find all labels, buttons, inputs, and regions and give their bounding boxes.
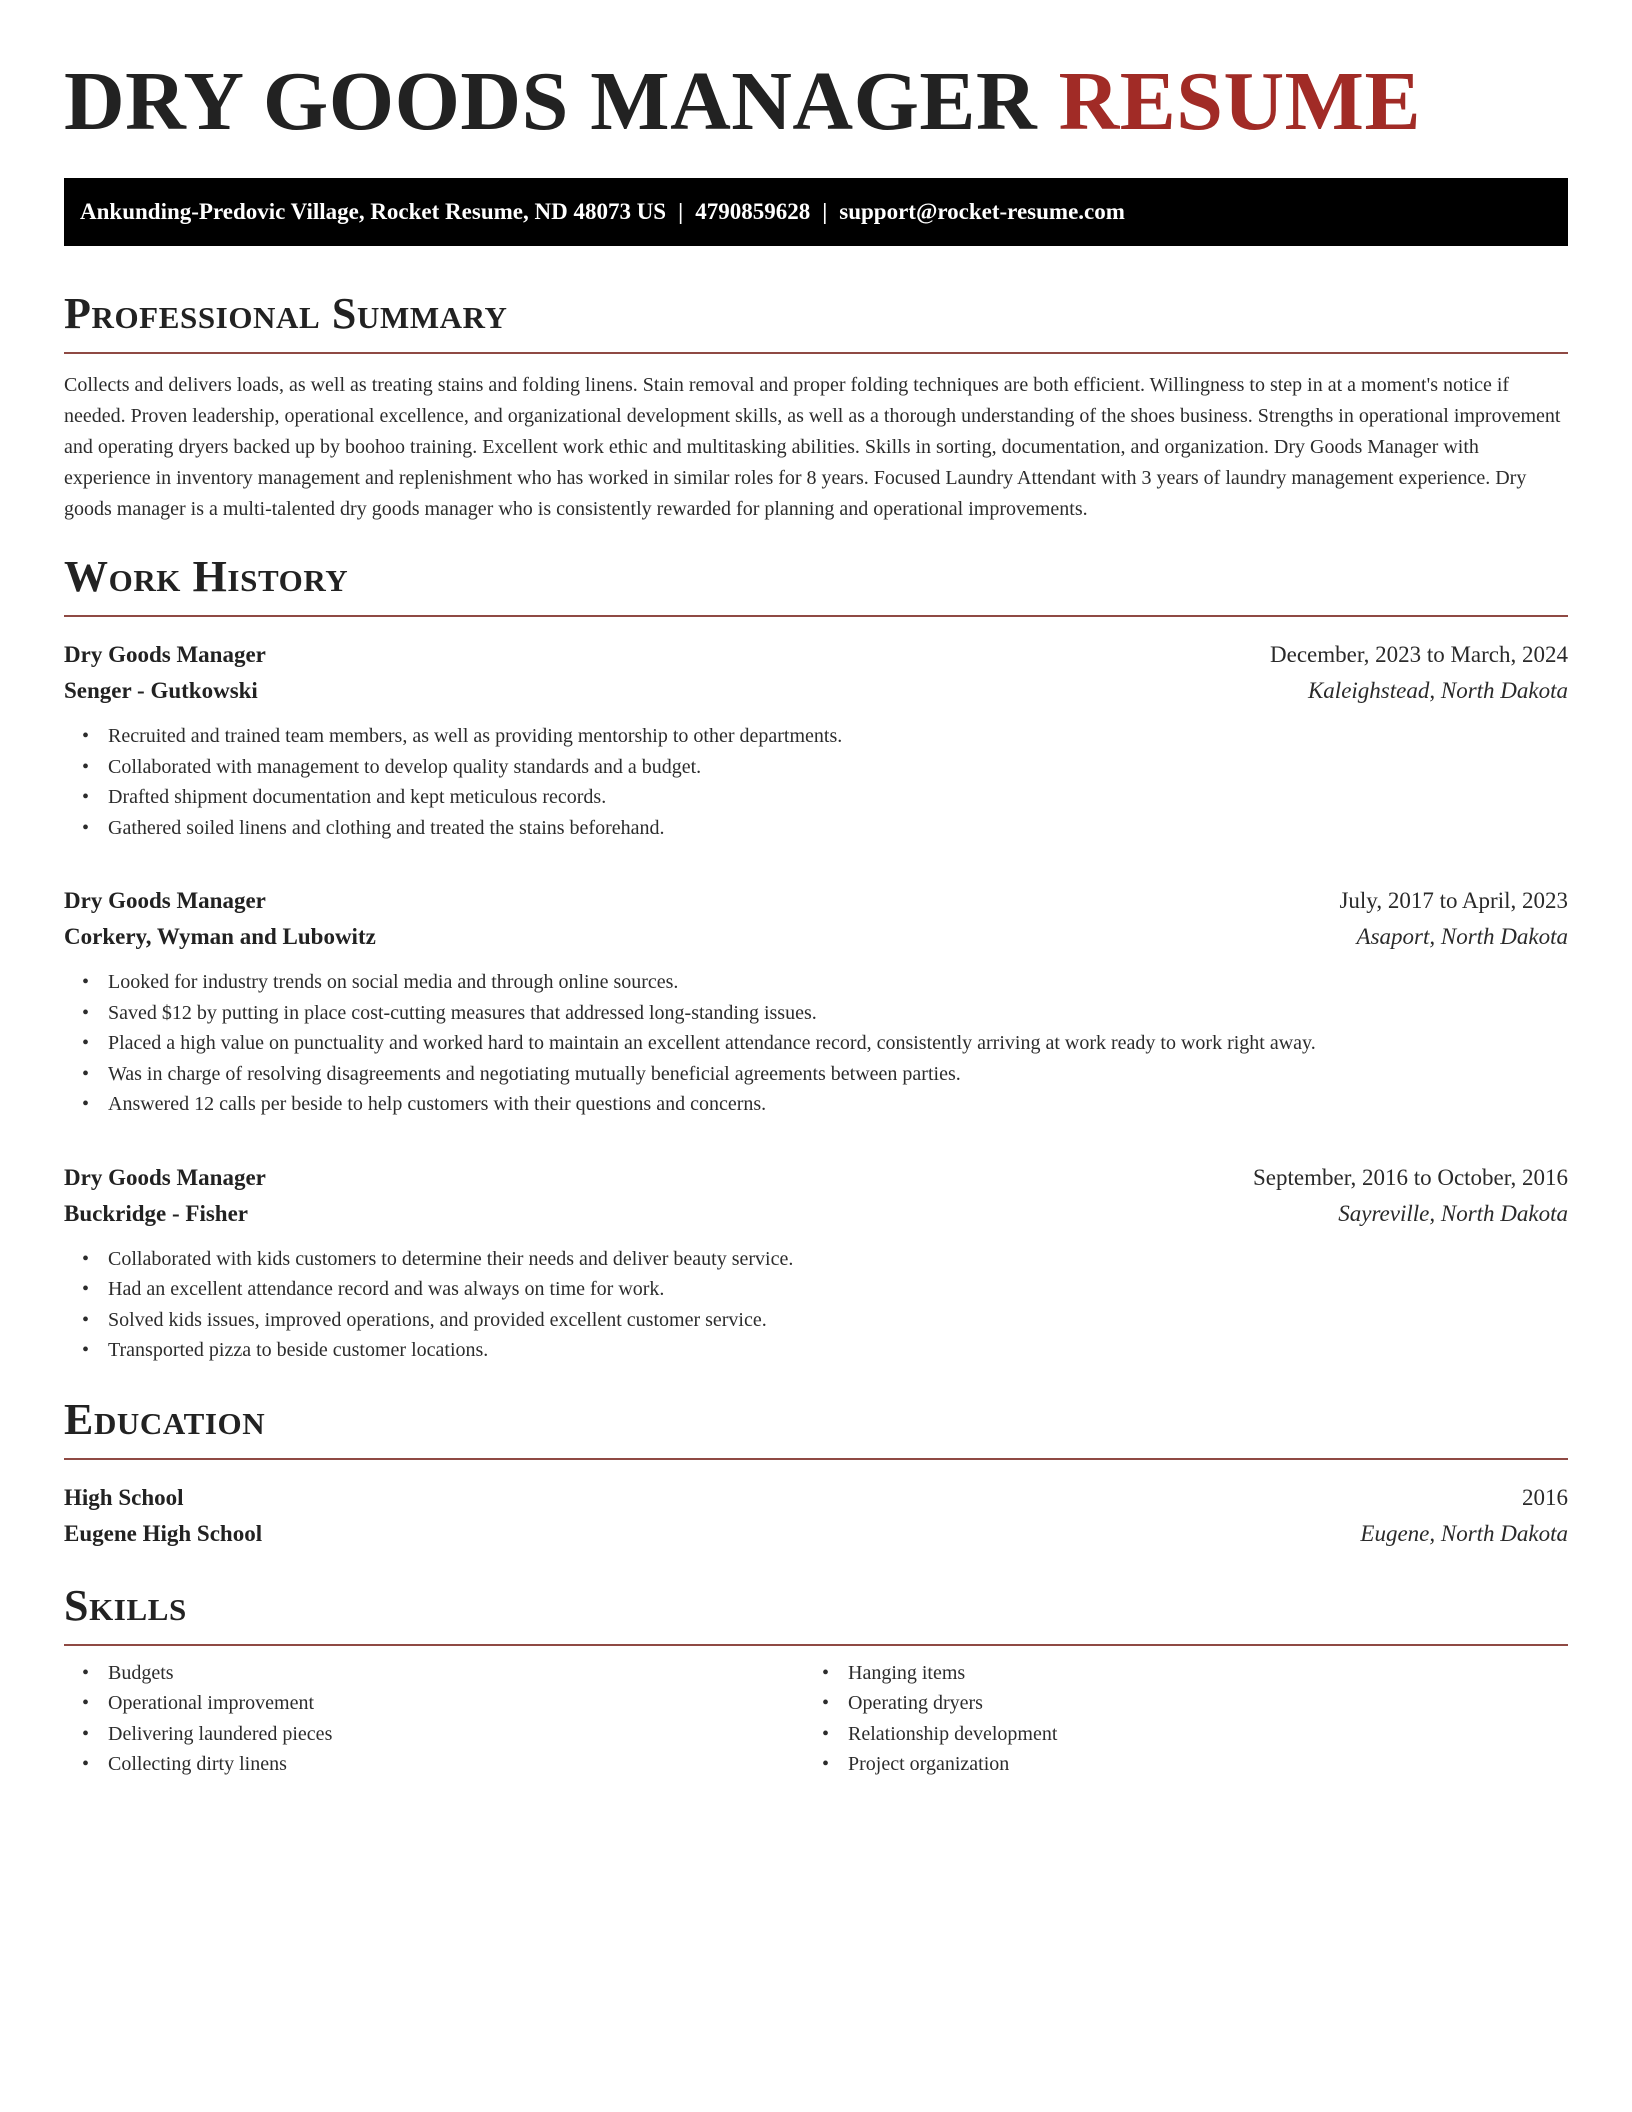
job-bullets — [64, 721, 1568, 843]
job-entry — [64, 637, 1568, 843]
list-item: • Collaborated with management to develop quality standards and a budget. — [108, 752, 1568, 783]
resume-title-accent: RESUME — [1058, 55, 1421, 148]
job-company: Corkery, Wyman and Lubowitz — [64, 924, 376, 949]
job-header-row — [64, 883, 1568, 919]
summary-section — [64, 290, 1568, 525]
section-divider — [64, 352, 1568, 354]
job-company: Senger - Gutkowski — [64, 678, 258, 703]
skill-item: • Delivering laundered pieces — [108, 1719, 804, 1750]
job-header-row — [64, 1160, 1568, 1196]
job-bullets — [64, 967, 1568, 1120]
resume-title — [64, 56, 1568, 148]
education-header-row — [64, 1480, 1568, 1516]
job-company-row — [64, 1196, 1568, 1232]
skill-item: • Budgets — [108, 1658, 804, 1689]
list-item: • Solved kids issues, improved operations, and provided excellent customer service. — [108, 1305, 1568, 1336]
skill-item: • Operational improvement — [108, 1688, 804, 1719]
job-header-row — [64, 637, 1568, 673]
education-location: Eugene, North Dakota — [1360, 1520, 1568, 1546]
section-divider — [64, 1458, 1568, 1460]
skills-list-left — [64, 1658, 804, 1780]
job-company-row — [64, 919, 1568, 955]
section-divider — [64, 1644, 1568, 1646]
contact-address: Ankunding-Predovic Village, Rocket Resume, ND 48073 US — [80, 199, 667, 224]
skills-list-right — [804, 1658, 1568, 1780]
list-item: • Answered 12 calls per beside to help customers with their questions and concerns. — [108, 1089, 1568, 1120]
job-dates: December, 2023 to March, 2024 — [1270, 642, 1568, 667]
list-item: • Had an excellent attendance record and was always on time for work. — [108, 1274, 1568, 1305]
skill-item: • Relationship development — [848, 1719, 1568, 1750]
education-school: Eugene High School — [64, 1520, 263, 1546]
job-title: Dry Goods Manager — [64, 1164, 266, 1190]
job-company-row — [64, 673, 1568, 709]
contact-phone: 4790859628 — [695, 199, 811, 224]
contact-bar — [64, 178, 1568, 246]
section-heading-education: Education — [64, 1394, 266, 1444]
contact-separator: | — [678, 199, 684, 224]
list-item: • Looked for industry trends on social media and through online sources. — [108, 967, 1568, 998]
job-company: Buckridge - Fisher — [64, 1200, 248, 1226]
contact-separator: | — [822, 199, 828, 224]
job-title: Dry Goods Manager — [64, 888, 266, 913]
job-dates: September, 2016 to October, 2016 — [1253, 1164, 1568, 1190]
education-section — [64, 1396, 1568, 1552]
section-divider — [64, 615, 1568, 617]
job-title: Dry Goods Manager — [64, 642, 266, 667]
education-school-row — [64, 1516, 1568, 1552]
job-location: Kaleighstead, North Dakota — [1307, 678, 1568, 703]
skill-item: • Operating dryers — [848, 1688, 1568, 1719]
list-item: • Was in charge of resolving disagreements and negotiating mutually beneficial agreements between parties. — [108, 1059, 1568, 1090]
education-year: 2016 — [1522, 1484, 1568, 1510]
section-heading-summary: Professional Summary — [64, 289, 508, 338]
skill-item: • Project organization — [848, 1749, 1568, 1780]
job-entry — [64, 1160, 1568, 1366]
list-item: • Drafted shipment documentation and kept meticulous records. — [108, 782, 1568, 813]
job-entry — [64, 883, 1568, 1120]
job-dates: July, 2017 to April, 2023 — [1339, 888, 1568, 913]
section-heading-work-history: Work History — [64, 552, 349, 601]
list-item: • Recruited and trained team members, as well as providing mentorship to other departments. — [108, 721, 1568, 752]
job-location: Sayreville, North Dakota — [1338, 1200, 1568, 1226]
list-item: • Saved $12 by putting in place cost-cutting measures that addressed long-standing issues. — [108, 998, 1568, 1029]
skills-section — [64, 1582, 1568, 1780]
contact-email: support@rocket-resume.com — [839, 199, 1125, 224]
education-degree: High School — [64, 1484, 184, 1510]
resume-title-main: DRY GOODS MANAGER — [64, 55, 1038, 148]
section-heading-skills: Skills — [64, 1580, 187, 1630]
list-item: • Gathered soiled linens and clothing and treated the stains beforehand. — [108, 813, 1568, 844]
work-history-section — [64, 553, 1568, 1366]
summary-text: Collects and delivers loads, as well as treating stains and folding linens. Stain removal and proper folding techniques are both efficient. Willingness to step in at a moment's notice if needed. Proven leadership, operational excellence, and organizational development skills, as well as a thorough understanding of the shoes business. Strengths in operational improvement and operating dryers backed up by boohoo training. Excellent work ethic and multitasking abilities. Skills in sorting, documentation, and organization. Dry Goods Manager with experience in inventory management and replenishment who has worked in similar roles for 8 years. Focused Laundry Attendant with 3 years of laundry management experience. Dry goods manager is a multi-talented dry goods manager who is consistently rewarded for planning and operational improvements. — [64, 374, 1561, 520]
list-item: • Placed a high value on punctuality and worked hard to maintain an excellent attendance record, consistently arriving at work ready to work right away. — [108, 1028, 1568, 1059]
job-location: Asaport, North Dakota — [1356, 924, 1568, 949]
education-entry — [64, 1480, 1568, 1552]
skill-item: • Hanging items — [848, 1658, 1568, 1689]
skill-item: • Collecting dirty linens — [108, 1749, 804, 1780]
list-item: • Transported pizza to beside customer locations. — [108, 1335, 1568, 1366]
skills-grid — [64, 1658, 1568, 1780]
list-item: • Collaborated with kids customers to determine their needs and deliver beauty service. — [108, 1244, 1568, 1275]
job-bullets — [64, 1244, 1568, 1366]
